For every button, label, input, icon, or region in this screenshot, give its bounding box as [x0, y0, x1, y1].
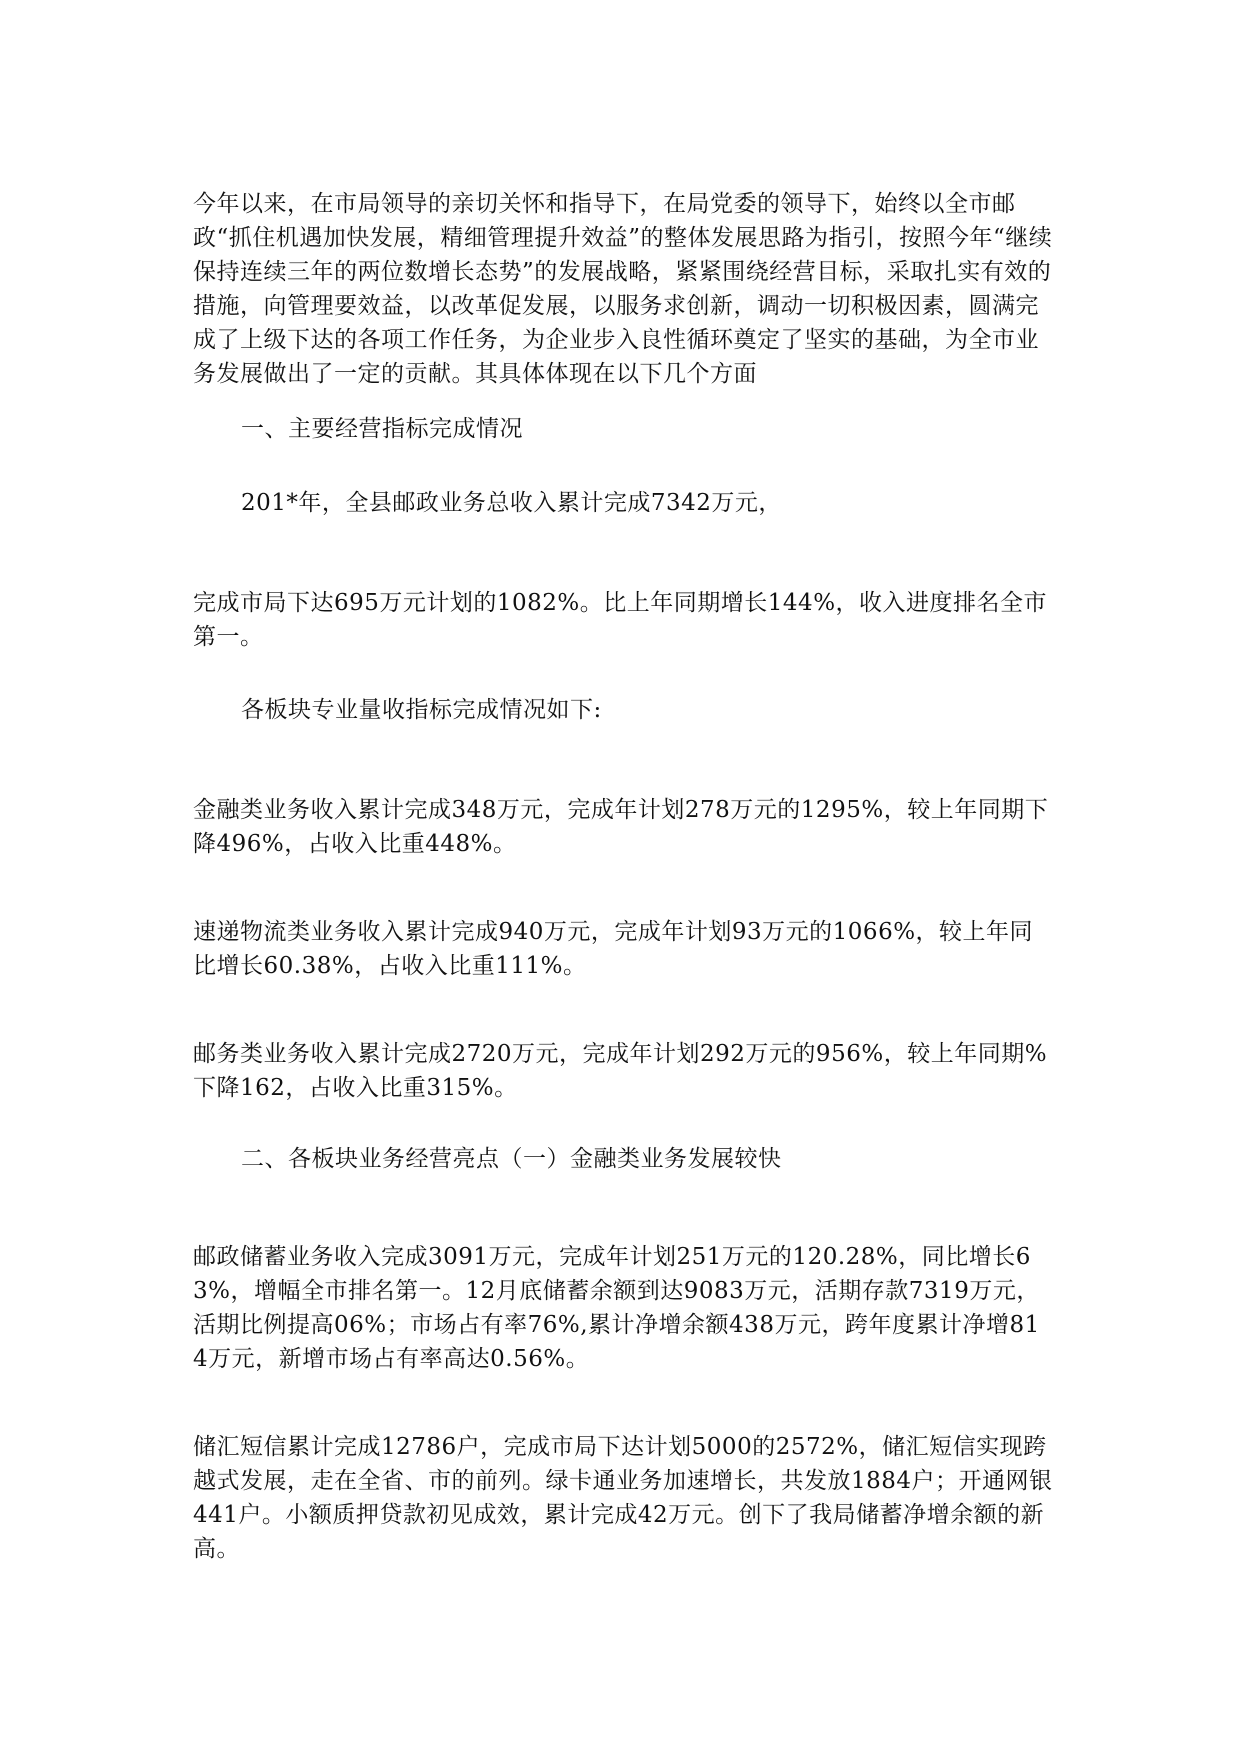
postal-service-paragraph: 邮务类业务收入累计完成2720万元，完成年计划292万元的956%，较上年同期%下降162，占收入比重315%。 — [193, 1041, 1048, 1101]
intro-paragraph: 今年以来，在市局领导的亲切关怀和指导下，在局党委的领导下，始终以全市邮政“抓住机遇加快发展，精细管理提升效益”的整体发展思路为指引，按照今年“继续保持连续三年的两位数增长态势”的发展战略，紧紧围绕经营目标，采取扎实有效的措施，向管理要效益，以改革促发展，以服务求创新，调动一切积极因素，圆满完成了上级下达的各项工作任务，为企业步入良性循环奠定了坚实的基础，为全市业务发展做出了一定的贡献。其具体体现在以下几个方面 — [193, 191, 1053, 387]
postal-savings-paragraph: 邮政储蓄业务收入完成3091万元，完成年计划251万元的120.28%，同比增长63%，增幅全市排名第一。12月底储蓄余额到达9083万元，活期存款7319万元，活期比例提高06%；市场占有率76%,累计净增余额438万元，跨年度累计净增814万元，新增市场占有率高达0.56%。 — [193, 1244, 1040, 1372]
total-revenue-paragraph: 201*年，全县邮政业务总收入累计完成7342万元， — [241, 490, 782, 516]
express-logistics-paragraph: 速递物流类业务收入累计完成940万元，完成年计划93万元的1066%，较上年同比增长60.38%，占收入比重111%。 — [193, 919, 1034, 979]
savings-sms-paragraph: 储汇短信累计完成12786户，完成市局下达计划5000的2572%，储汇短信实现跨越式发展，走在全省、市的前列。绿卡通业务加速增长，共发放1884户；开通网银441户。小额质押贷款初见成效，累计完成42万元。创下了我局储蓄净增余额的新高。 — [193, 1434, 1053, 1562]
section-heading-main-indicators: 一、主要经营指标完成情况 — [241, 416, 523, 442]
finance-segment-paragraph: 金融类业务收入累计完成348万元，完成年计划278万元的1295%，较上年同期下降496%，占收入比重448%。 — [193, 797, 1049, 857]
segments-intro-paragraph: 各板块专业量收指标完成情况如下: — [241, 697, 602, 723]
section-heading-highlights: 二、各板块业务经营亮点（一）金融类业务发展较快 — [241, 1146, 782, 1172]
plan-completion-paragraph: 完成市局下达695万元计划的1082%。比上年同期增长144%，收入进度排名全市第一。 — [193, 590, 1048, 650]
